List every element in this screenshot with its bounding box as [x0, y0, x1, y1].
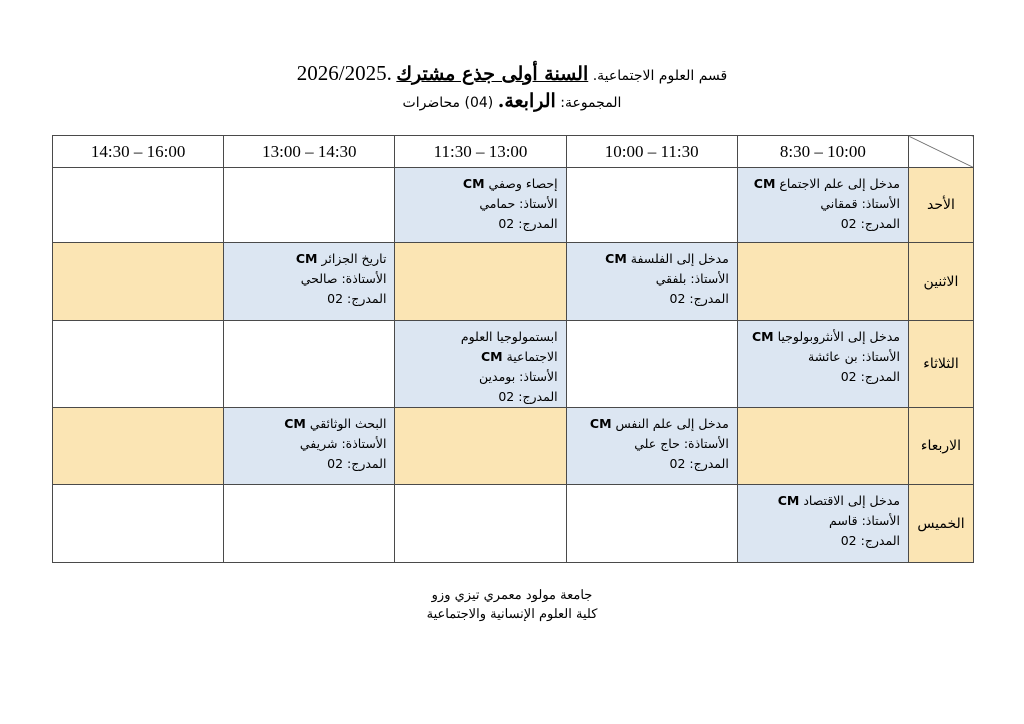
course-cell	[395, 321, 566, 408]
empty-cell	[566, 321, 737, 408]
course-title-line	[742, 327, 900, 347]
time-slot-header: 10:00 – 11:30	[566, 136, 737, 168]
course-cell	[395, 168, 566, 243]
course-info	[395, 168, 565, 234]
timetable-body	[53, 168, 974, 563]
faculty-name: كلية العلوم الإنسانية والاجتماعية	[426, 607, 598, 622]
course-cell	[737, 321, 908, 408]
day-name: الثلاثاء	[909, 321, 974, 408]
level-label: السنة أولى جذع مشترك	[396, 63, 589, 85]
shaded-empty-cell	[395, 408, 566, 485]
shaded-empty-cell	[737, 243, 908, 321]
course-title: مدخل إلى الاقتصاد	[803, 493, 900, 508]
course-title-line	[742, 174, 900, 194]
footer	[0, 586, 1024, 624]
teacher-name: الأستاذ: قاسم	[829, 513, 900, 528]
shaded-empty-cell	[53, 408, 224, 485]
day-row	[53, 243, 974, 321]
day-name: الاثنين	[909, 243, 974, 321]
course-type-tag: CM	[480, 349, 503, 364]
course-title: مدخل إلى علم الاجتماع	[779, 176, 900, 191]
room-label: المدرج: 02	[840, 369, 900, 384]
document-title-line	[0, 60, 1024, 89]
course-type-tag: CM	[751, 329, 774, 344]
course-cell	[224, 408, 395, 485]
course-type-tag: CM	[589, 416, 612, 431]
time-slot-header: 11:30 – 13:00	[395, 136, 566, 168]
course-info	[567, 243, 737, 309]
session-type: (04) محاضرات	[402, 95, 494, 111]
course-info	[567, 408, 737, 474]
room-label: المدرج: 02	[669, 456, 729, 471]
course-cell	[737, 485, 908, 563]
empty-cell	[224, 485, 395, 563]
day-name: الخميس	[909, 485, 974, 563]
course-info	[224, 408, 394, 474]
teacher-name: الأستاذ: قمقاني	[820, 196, 900, 211]
course-info	[224, 243, 394, 309]
group-name: الرابعة.	[497, 90, 556, 112]
empty-cell	[53, 168, 224, 243]
teacher-name: الأستاذ: بلفقي	[655, 271, 729, 286]
course-cell	[566, 243, 737, 321]
teacher-name: الأستاذة: شريفي	[299, 436, 387, 451]
university-name: جامعة مولود معمري تيزي وزو	[431, 588, 593, 603]
course-type-tag: CM	[462, 176, 485, 191]
day-row	[53, 408, 974, 485]
course-cell	[566, 408, 737, 485]
timetable-header-row	[53, 136, 974, 168]
empty-cell	[224, 321, 395, 408]
time-slot-header: 14:30 – 16:00	[53, 136, 224, 168]
course-type-tag: CM	[777, 493, 800, 508]
course-type-tag: CM	[605, 251, 627, 266]
timetable	[52, 135, 974, 563]
room-label: المدرج: 02	[840, 216, 900, 231]
course-title: البحث الوثائقي	[309, 416, 387, 431]
teacher-name: الأستاذ: بومدين	[479, 369, 558, 384]
course-info	[738, 168, 908, 234]
time-slot-header: 8:30 – 10:00	[737, 136, 908, 168]
course-info	[738, 321, 908, 387]
academic-year: .2026/2025	[296, 61, 392, 85]
department-label: قسم العلوم الاجتماعية.	[592, 68, 728, 84]
course-info	[395, 321, 565, 407]
course-cell	[737, 168, 908, 243]
course-cell	[224, 243, 395, 321]
course-title: مدخل إلى علم النفس	[615, 416, 729, 431]
day-name: الأحد	[909, 168, 974, 243]
shaded-empty-cell	[395, 243, 566, 321]
course-title-continued: الاجتماعية	[506, 349, 558, 364]
empty-cell	[566, 168, 737, 243]
day-row	[53, 321, 974, 408]
empty-cell	[395, 485, 566, 563]
teacher-name: الأستاذة: حاج علي	[634, 436, 729, 451]
course-title: تاريخ الجزائر	[321, 251, 387, 266]
room-label: المدرج: 02	[498, 216, 558, 231]
room-label: المدرج: 02	[327, 456, 387, 471]
course-info	[738, 485, 908, 551]
time-slot-header: 13:00 – 14:30	[224, 136, 395, 168]
room-label: المدرج: 02	[669, 291, 729, 306]
group-line	[0, 88, 1024, 116]
room-label: المدرج: 02	[327, 291, 387, 306]
course-title: مدخل إلى الفلسفة	[630, 251, 729, 266]
empty-cell	[53, 321, 224, 408]
course-title-line	[228, 249, 386, 269]
course-title-line	[399, 174, 557, 194]
course-title-line	[399, 327, 557, 347]
course-title-line	[399, 347, 557, 367]
teacher-name: الأستاذة: صالحي	[300, 271, 387, 286]
empty-cell	[566, 485, 737, 563]
course-title-line	[228, 414, 386, 434]
teacher-name: الأستاذ: حمامي	[479, 196, 558, 211]
day-row	[53, 485, 974, 563]
empty-cell	[53, 485, 224, 563]
course-type-tag: CM	[284, 416, 306, 431]
course-title-line	[571, 249, 729, 269]
course-title-line	[571, 414, 729, 434]
course-title-line	[742, 491, 900, 511]
group-label: المجموعة:	[560, 95, 622, 111]
day-row	[53, 168, 974, 243]
course-title: ابستمولوجيا العلوم	[460, 329, 558, 344]
corner-cell	[909, 136, 974, 168]
day-name: الاربعاء	[909, 408, 974, 485]
shaded-empty-cell	[737, 408, 908, 485]
course-type-tag: CM	[295, 251, 318, 266]
course-title: إحصاء وصفي	[488, 176, 558, 191]
teacher-name: الأستاذ: بن عائشة	[808, 349, 900, 364]
course-title: مدخل إلى الأنثروبولوجيا	[777, 329, 900, 344]
course-type-tag: CM	[753, 176, 776, 191]
empty-cell	[224, 168, 395, 243]
room-label: المدرج: 02	[498, 389, 558, 404]
room-label: المدرج: 02	[840, 533, 900, 548]
shaded-empty-cell	[53, 243, 224, 321]
